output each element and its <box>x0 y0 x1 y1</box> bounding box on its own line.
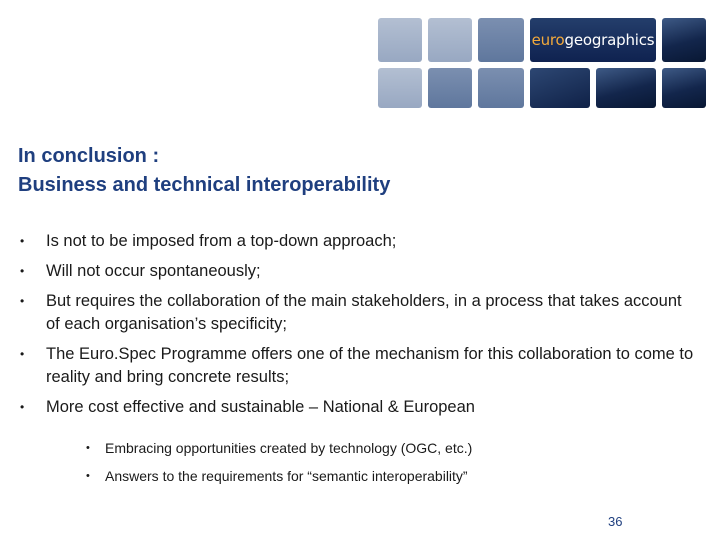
banner-tile <box>378 18 422 62</box>
logo <box>530 18 656 62</box>
list-item <box>84 438 684 458</box>
bullet-text: Will not occur spontaneously; <box>46 262 261 280</box>
title-line-1: In conclusion : <box>18 145 160 167</box>
list-item <box>18 290 698 336</box>
bullet-icon: • <box>86 470 90 482</box>
banner-tile <box>662 68 706 108</box>
bullet-text: The Euro.Spec Programme offers one of the mechanism for this collaboration to come to reality and bring concrete results; <box>46 345 694 386</box>
title-line-2: Business and technical interoperability <box>18 174 391 196</box>
banner-tile <box>478 18 524 62</box>
list-item <box>18 230 698 253</box>
bullet-icon: • <box>20 234 25 248</box>
bullet-text: But requires the collaboration of the main stakeholders, in a process that takes account of each organisation’s specificity; <box>46 292 682 333</box>
bullet-icon: • <box>20 264 25 278</box>
list-item <box>18 260 698 283</box>
logo-euro: euro <box>531 31 565 49</box>
slide-title <box>18 142 698 200</box>
sub-bullet-text: Embracing opportunities created by technology (OGC, etc.) <box>105 440 473 456</box>
banner-tile <box>478 68 524 108</box>
logo-text <box>532 31 655 49</box>
bullet-icon: • <box>20 400 25 414</box>
bullet-icon: • <box>20 347 25 361</box>
banner-tile <box>596 68 656 108</box>
logo-geographics: geographics <box>564 31 655 49</box>
list-item <box>18 396 698 419</box>
bullet-icon: • <box>20 294 25 308</box>
bullet-text: More cost effective and sustainable – National & European <box>46 398 475 416</box>
banner-tile <box>530 68 590 108</box>
sub-bullet-list <box>84 438 684 494</box>
banner-tile <box>662 18 706 62</box>
list-item <box>18 343 698 389</box>
page-number: 36 <box>608 514 623 529</box>
banner-tile <box>378 68 422 108</box>
bullet-text: Is not to be imposed from a top-down approach; <box>46 232 397 250</box>
header-banner <box>372 6 710 110</box>
bullet-list <box>18 230 698 426</box>
banner-tile <box>428 68 472 108</box>
list-item <box>84 466 684 486</box>
banner-tile <box>428 18 472 62</box>
bullet-icon: • <box>86 442 90 454</box>
sub-bullet-text: Answers to the requirements for “semantic interoperability” <box>105 468 468 484</box>
